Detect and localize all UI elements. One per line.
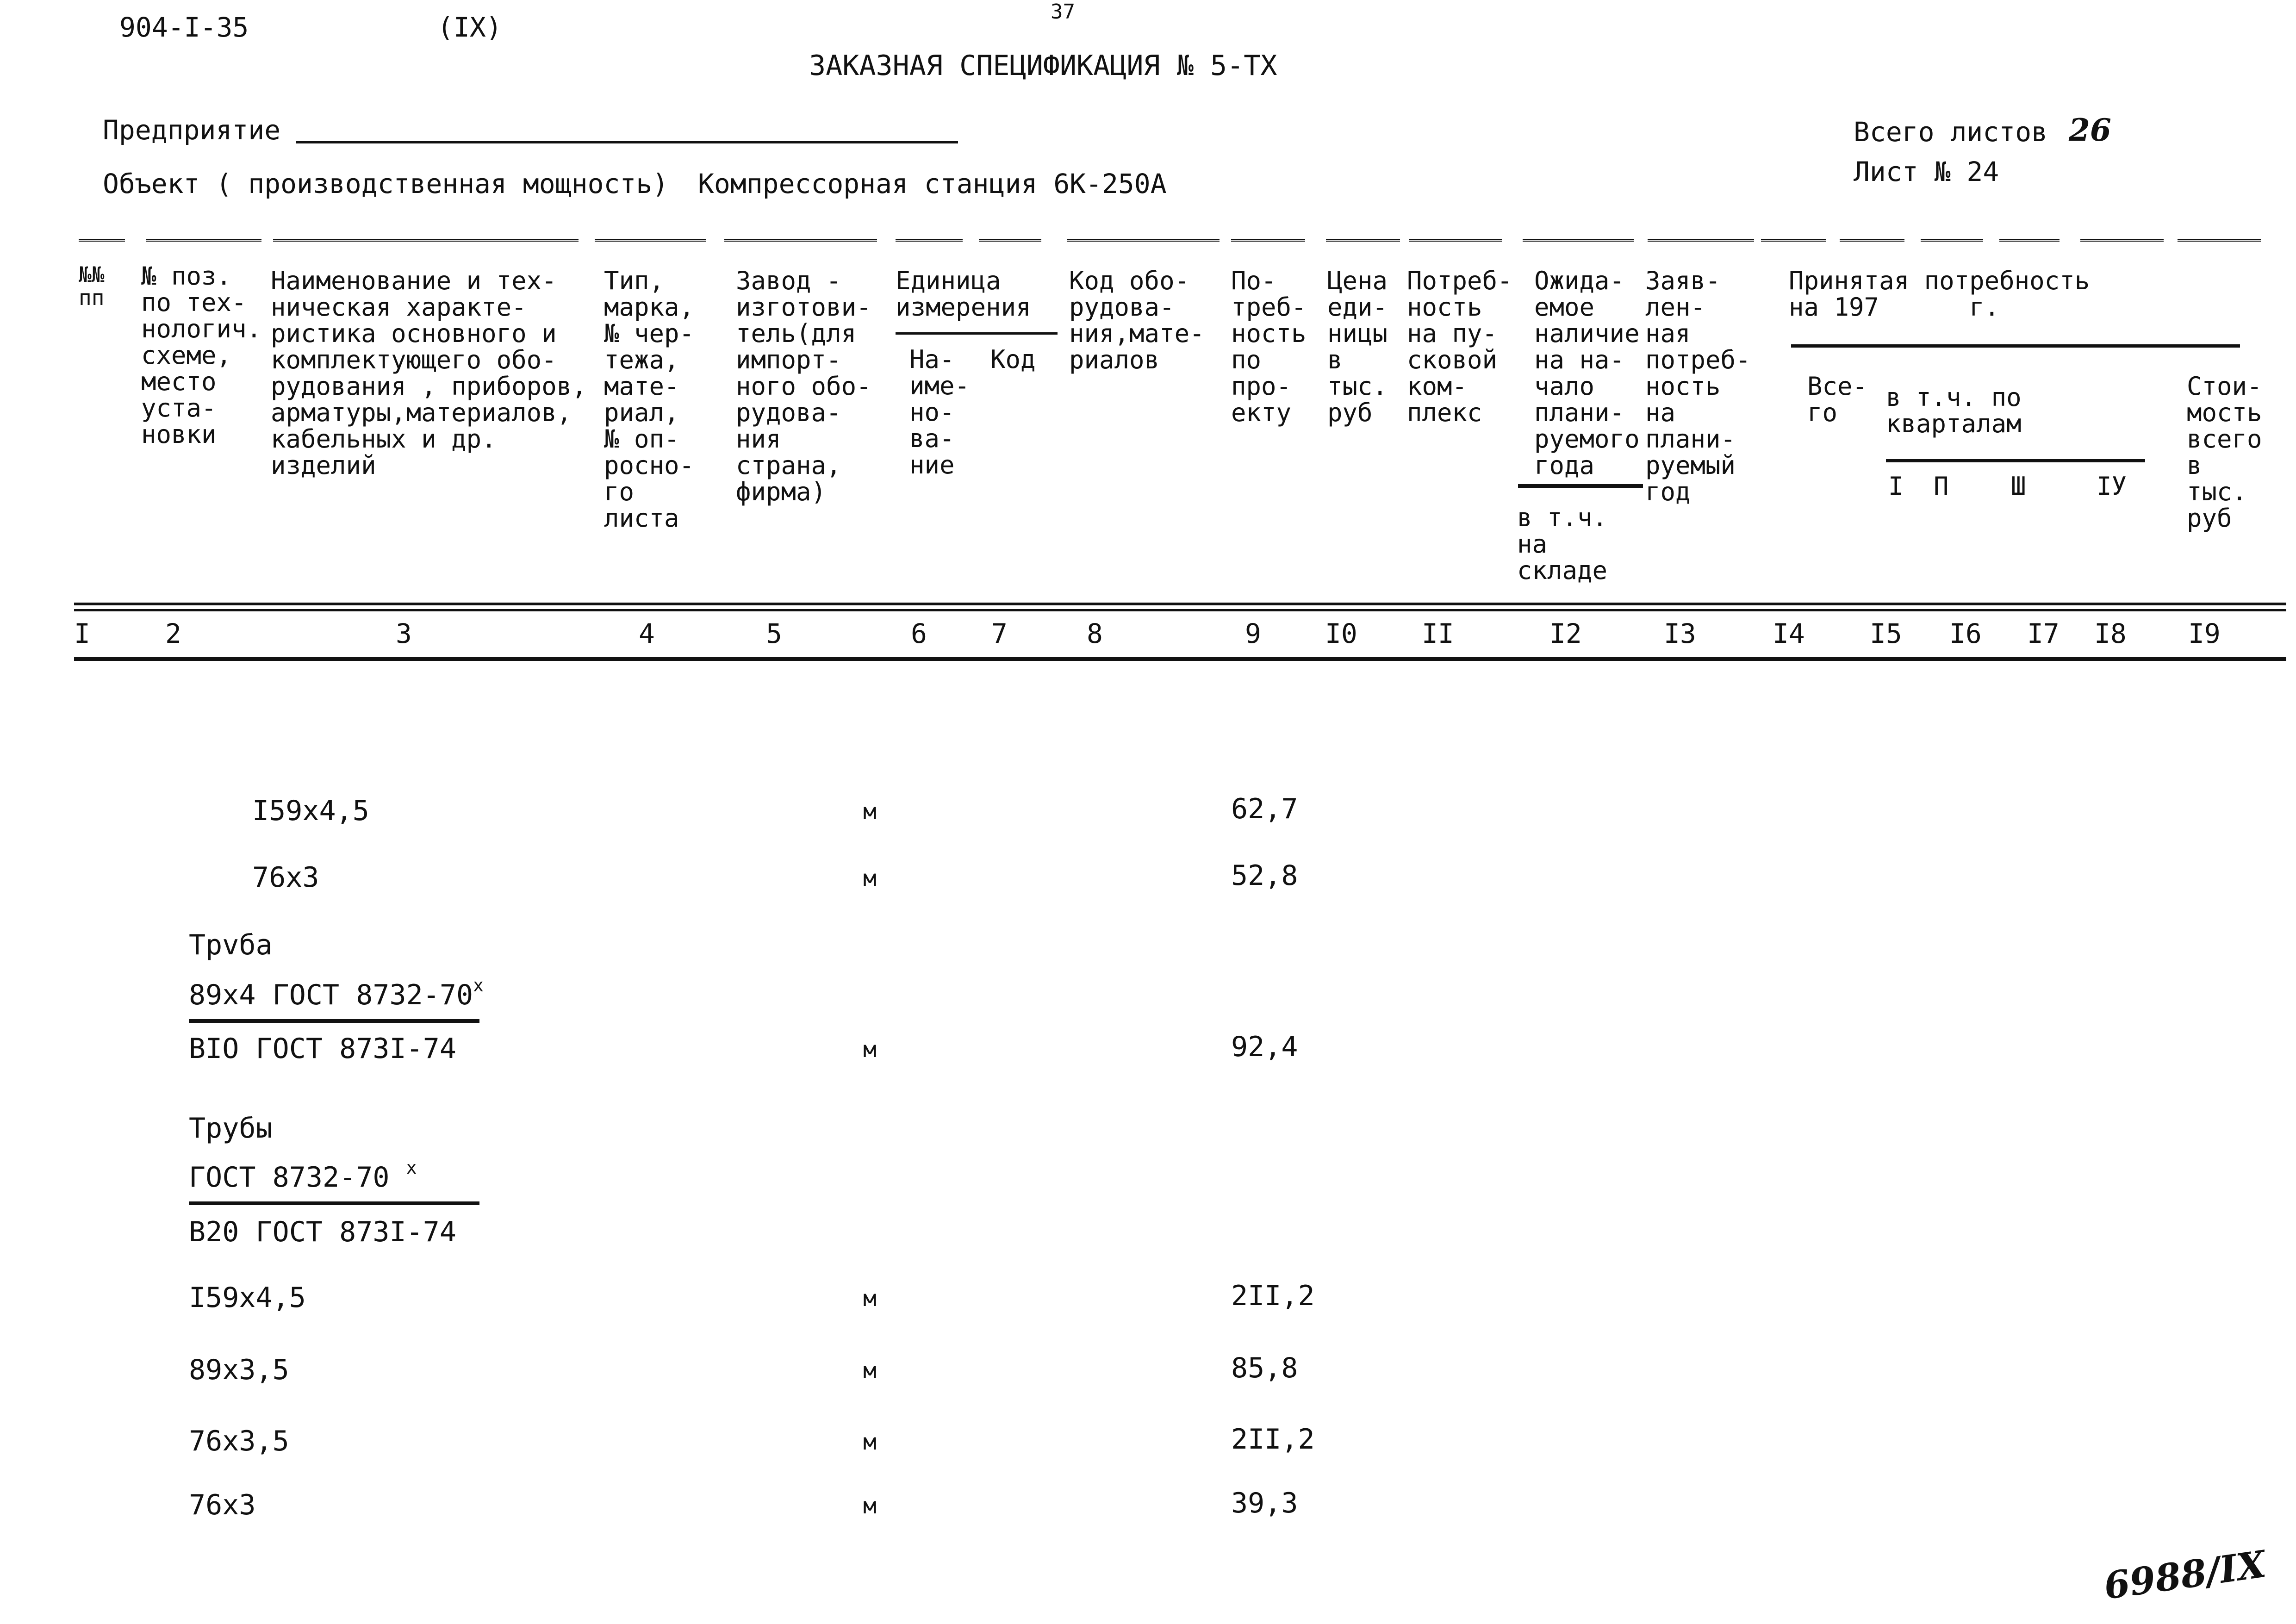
col-header-quarters: в т.ч. по кварталам bbox=[1886, 383, 2022, 438]
row-unit: м bbox=[863, 799, 877, 825]
row-name: Трубы bbox=[189, 1112, 273, 1145]
col-header-8: Код обо- рудова- ния,мате- риалов bbox=[1069, 266, 1205, 374]
enterprise-label: Предприятие bbox=[103, 114, 281, 146]
col-header-1: №№ пп bbox=[79, 262, 105, 310]
row-name-superscript: х bbox=[406, 1157, 417, 1178]
quarters-divider bbox=[1886, 459, 2145, 462]
col-number: I8 bbox=[2094, 618, 2127, 649]
archive-stamp: 6988/IX bbox=[2101, 1542, 2269, 1608]
row-unit: м bbox=[863, 865, 877, 891]
col-header-3: Наименование и тех- ническая характе- ристика основного и комплектующего обо- рудования , приборов, арматуры,материалов, кабельных и др. изделий bbox=[271, 266, 587, 480]
row-unit: м bbox=[863, 1286, 877, 1312]
page-number: 37 bbox=[1051, 0, 1075, 24]
col-header-16: П bbox=[1934, 472, 1949, 501]
row-name: 89x3,5 bbox=[189, 1354, 289, 1386]
row-name-numerator: ГОСТ 8732-70 $^х$ bbox=[189, 1157, 417, 1194]
col-header-18: IУ bbox=[2097, 472, 2127, 501]
row-name: 76x3 bbox=[189, 1489, 256, 1521]
col-number: I4 bbox=[1773, 618, 1805, 649]
col-header-15: I bbox=[1888, 472, 1904, 501]
col-number: I bbox=[74, 618, 90, 649]
col-number: I3 bbox=[1664, 618, 1696, 649]
row-name-superscript: х bbox=[473, 975, 484, 996]
row-name-numerator: 89x4 ГОСТ $8732-70^х$ bbox=[189, 975, 484, 1011]
col-header-9: По- треб- ность по про- екту bbox=[1231, 266, 1307, 427]
col-number: I5 bbox=[1870, 618, 1902, 649]
col-header-11: Потреб- ность на пу- сковой ком- плекс bbox=[1407, 266, 1512, 427]
row-name: B20 ГОСТ 873I-74 bbox=[189, 1216, 456, 1248]
col-header-17: Ш bbox=[2011, 472, 2026, 501]
enterprise-field-line bbox=[296, 141, 958, 143]
fraction-line bbox=[189, 1019, 479, 1023]
row-name: BIO ГОСТ 873I-74 bbox=[189, 1033, 456, 1065]
col-header-12-sub: в т.ч. на складе bbox=[1517, 503, 1608, 585]
sheet-label: Лист № 24 bbox=[1854, 156, 1999, 187]
col-header-13: Заяв- лен- ная потреб- ность на плани- руемый год bbox=[1645, 266, 1751, 506]
col-number: I2 bbox=[1549, 618, 1582, 649]
column-numbers-rule bbox=[74, 657, 2286, 661]
row-unit: м bbox=[863, 1429, 877, 1455]
object-value: Компрессорная станция 6К-250А bbox=[698, 168, 1167, 199]
col-number: I7 bbox=[2027, 618, 2060, 649]
col-header-6: На- име- но- ва- ние bbox=[909, 345, 970, 479]
row-qty: 92,4 bbox=[1231, 1031, 1298, 1063]
col-number: I6 bbox=[1949, 618, 1982, 649]
row-unit: м bbox=[863, 1037, 877, 1063]
row-name: 76x3,5 bbox=[189, 1425, 289, 1457]
page-title: ЗАКАЗНАЯ СПЕЦИФИКАЦИЯ № 5-ТХ bbox=[809, 50, 1277, 82]
document-code: 904-I-35 bbox=[119, 12, 249, 43]
col-header-unit-group: Единица измерения bbox=[896, 266, 1031, 322]
row-unit: м bbox=[863, 1358, 877, 1384]
col-number: 7 bbox=[991, 618, 1008, 649]
col-number: 5 bbox=[766, 618, 782, 649]
row-unit: м bbox=[863, 1493, 877, 1519]
row-qty: 2II,2 bbox=[1231, 1423, 1315, 1456]
total-sheets-value: 26 bbox=[2069, 112, 2111, 148]
col-header-19: Стои- мость всего в тыс. руб bbox=[2187, 372, 2262, 533]
col-number: II bbox=[1422, 618, 1454, 649]
total-sheets-label: Всего листов bbox=[1854, 116, 2048, 148]
unit-group-divider bbox=[896, 332, 1058, 335]
row-qty: 85,8 bbox=[1231, 1352, 1298, 1384]
accepted-group-divider bbox=[1791, 344, 2240, 348]
row-qty: 2II,2 bbox=[1231, 1280, 1315, 1312]
col-number: 6 bbox=[911, 618, 927, 649]
row-name: I59x4,5 bbox=[252, 795, 369, 827]
col-header-12: Ожида- емое наличие на на- чало плани- руемого года bbox=[1534, 266, 1640, 480]
col-header-2: № поз. по тех- нологич. схеме, место уста- новки bbox=[141, 261, 262, 449]
row-name: 76x3 bbox=[252, 861, 319, 894]
header-rule-top bbox=[74, 603, 2286, 605]
row-qty: 52,8 bbox=[1231, 859, 1298, 892]
row-name: I59x4,5 bbox=[189, 1282, 306, 1314]
col-header-14: Все- го bbox=[1807, 372, 1868, 427]
col-header-10: Цена еди- ницы в тыс. руб bbox=[1327, 266, 1388, 427]
col-number: I9 bbox=[2188, 618, 2221, 649]
col-header-accepted-group: Принятая потребность на 197 г. bbox=[1789, 266, 2090, 322]
col-12-divider bbox=[1518, 484, 1643, 488]
col-number: 9 bbox=[1245, 618, 1261, 649]
row-qty: 39,3 bbox=[1231, 1487, 1298, 1519]
fraction-line bbox=[189, 1201, 479, 1205]
col-number: 3 bbox=[396, 618, 412, 649]
col-number: 4 bbox=[639, 618, 655, 649]
header-rule-bottom bbox=[74, 609, 2286, 611]
col-header-4: Тип, марка, № чер- тежа, мате- риал, № оп- росно- го листа bbox=[604, 266, 695, 533]
object-label: Объект ( производственная мощность) bbox=[103, 168, 669, 199]
album-number: (IX) bbox=[437, 12, 502, 43]
row-name: Трvба bbox=[189, 929, 273, 961]
col-number: I0 bbox=[1325, 618, 1357, 649]
col-number: 2 bbox=[165, 618, 181, 649]
col-header-7: Код bbox=[990, 345, 1036, 374]
col-number: 8 bbox=[1087, 618, 1103, 649]
col-header-5: Завод - изготови- тель(для импорт- ного обо- рудова- ния страна, фирма) bbox=[736, 266, 871, 506]
row-qty: 62,7 bbox=[1231, 793, 1298, 825]
